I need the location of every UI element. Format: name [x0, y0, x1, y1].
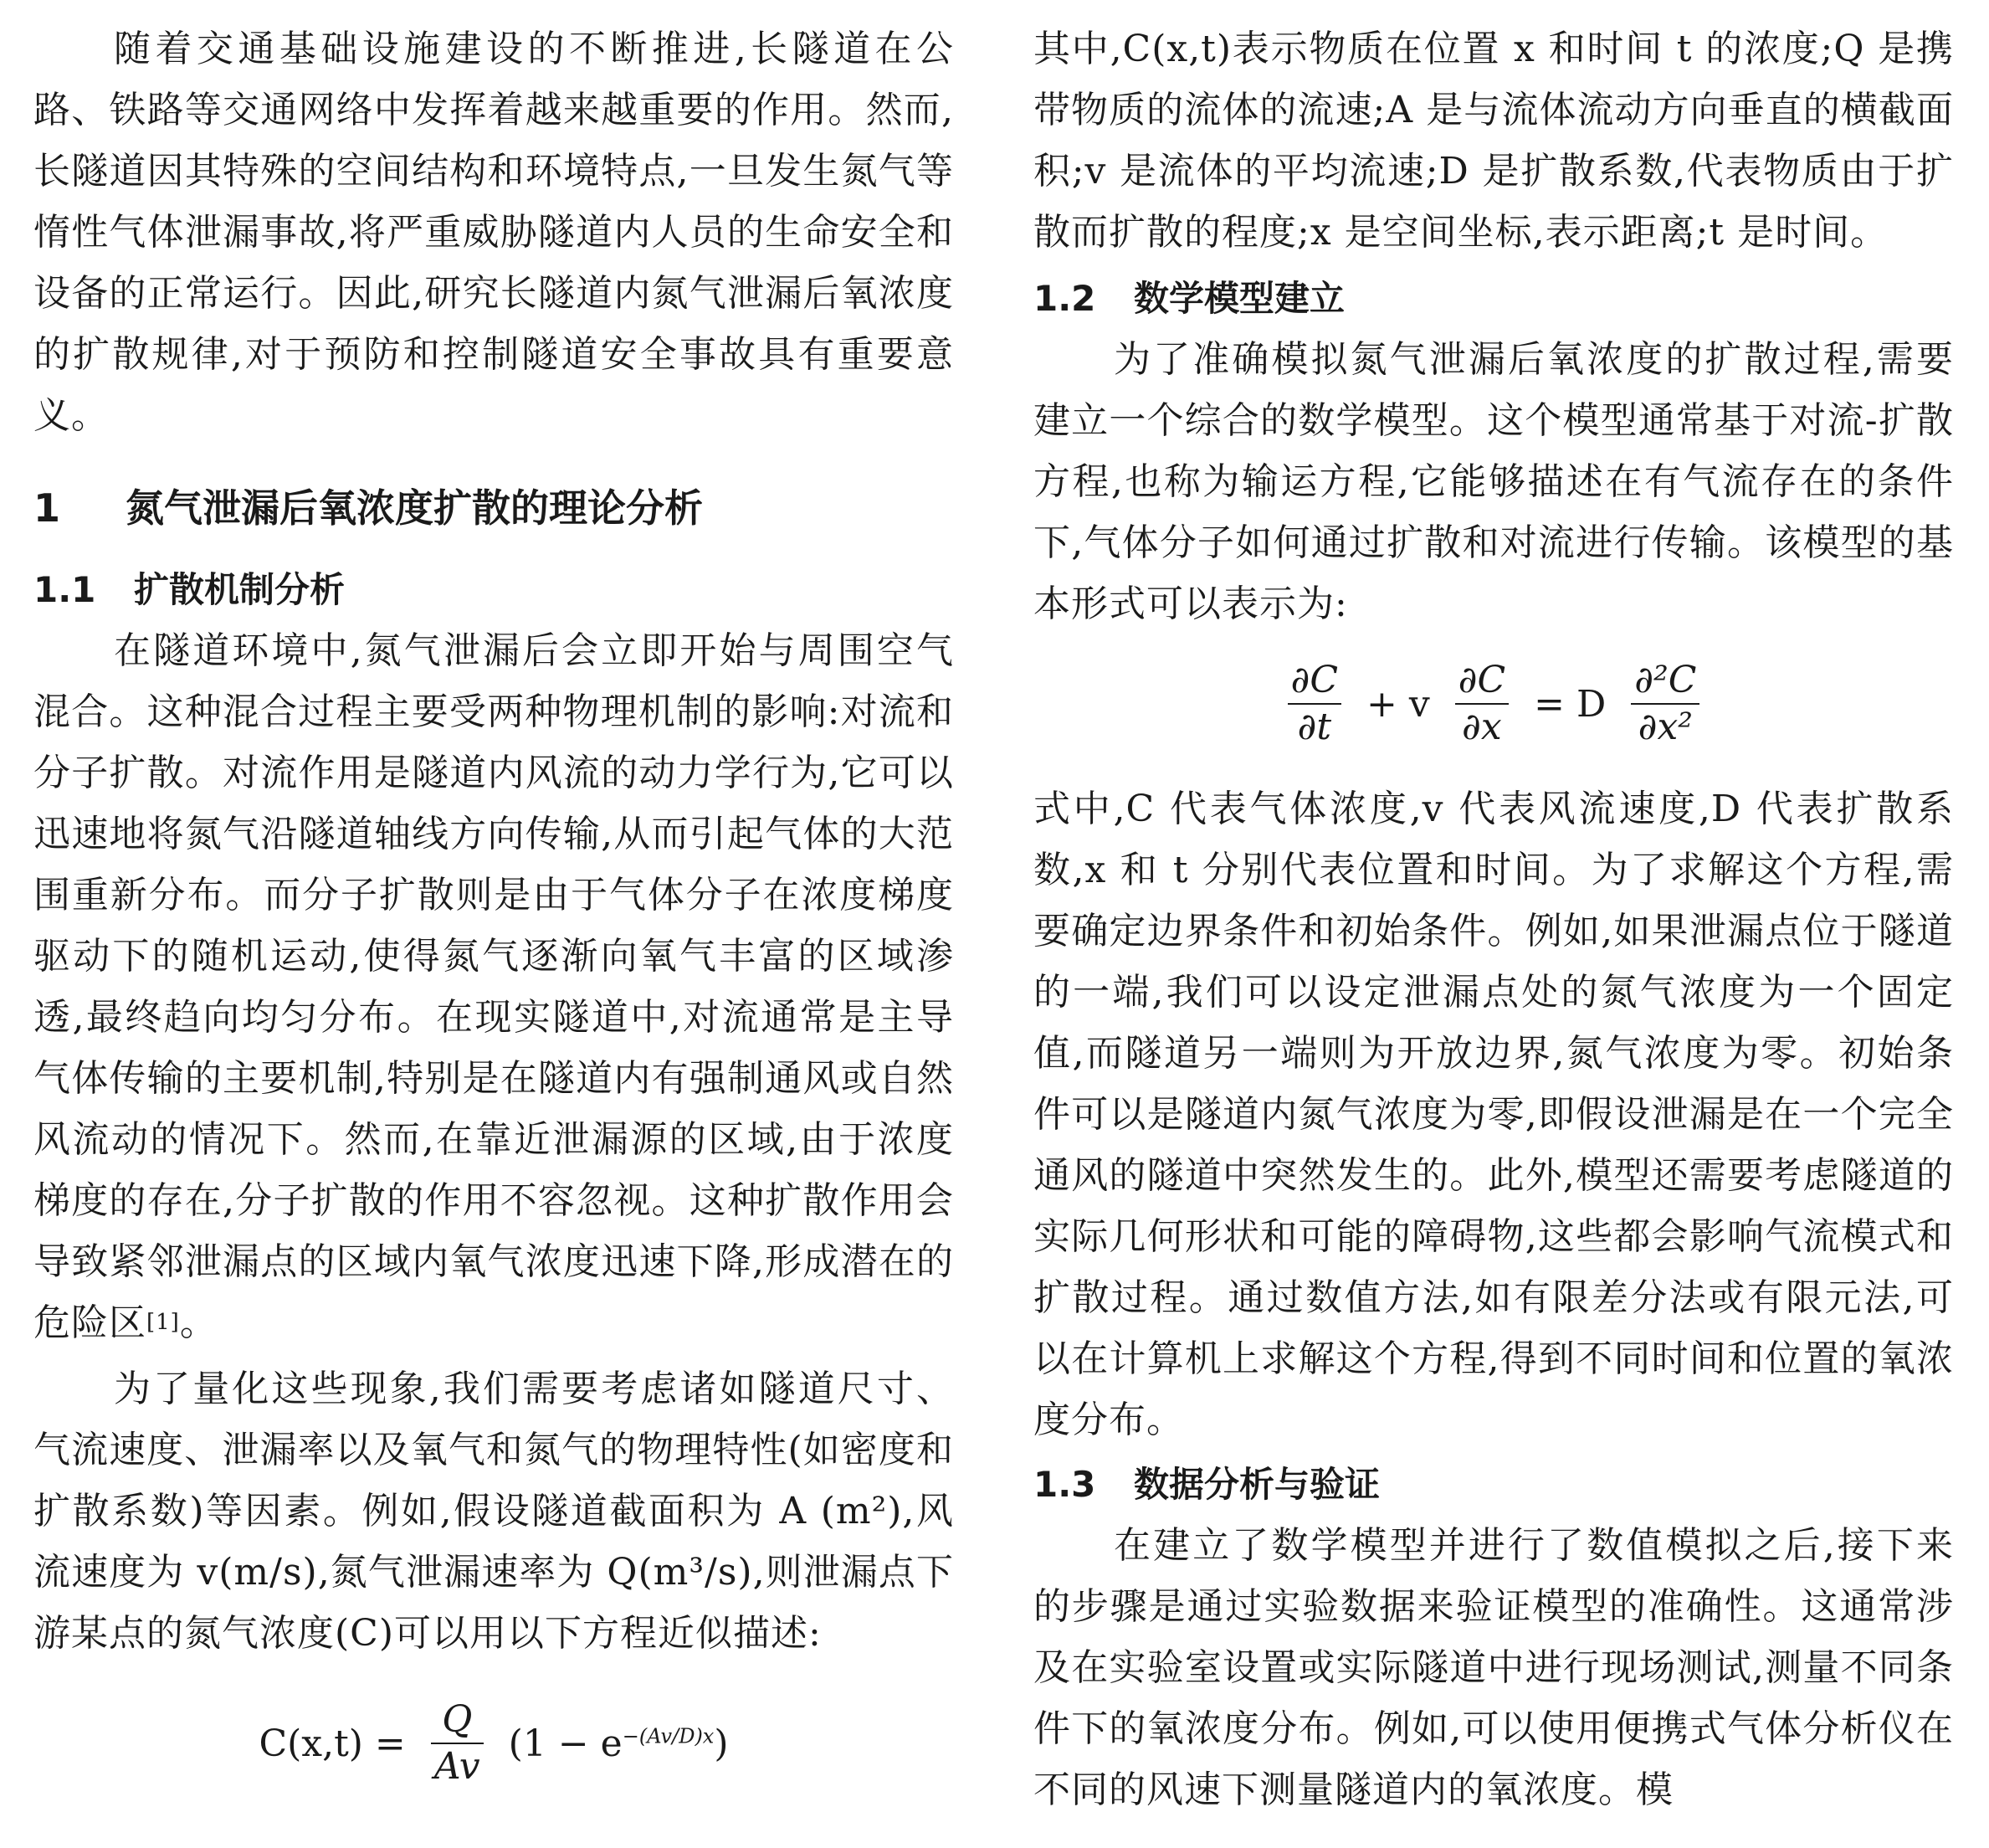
subsection-number: 1.1: [33, 569, 96, 610]
eq1-exponent: −(Av/D)x: [622, 1723, 715, 1748]
subsection-title: 数学模型建立: [1134, 278, 1346, 319]
eq2-equals-d: = D: [1534, 682, 1607, 726]
explanation-paragraph: 式中,C 代表气体浓度,v 代表风流速度,D 代表扩散系数,x 和 t 分别代表位置和时间。为了求解这个方程,需要确定边界条件和初始条件。例如,如果泄漏点位于隧道的一端,我们可以设定泄漏点处的氮气浓度为一个固定值,而隧道另一端则为开放边界,氮气浓度为零。初始条件可以是隧道内氮气浓度为零,即假设泄漏是在一个完全通风的隧道中突然发生的。此外,模型还需要考虑隧道的实际几何形状和可能的障碍物,这些都会影响气流模式和扩散过程。通过数值方法,如有限差分法或有限元法,可以在计算机上求解这个方程,得到不同时间和位置的氧浓度分布。: [1033, 788, 1954, 1441]
eq1-tail: [509, 1722, 729, 1765]
quantify-paragraph: 为了量化这些现象,我们需要考虑诸如隧道尺寸、气流速度、泄漏率以及氧气和氮气的物理特性(如密度和扩散系数)等因素。例如,假设隧道截面积为 A (m²),风流速度为 v(m/s),氮气泄漏速率为 Q(m³/s),则泄漏点下游某点的氮气浓度(C)可以用以下方程近似描述:: [33, 1368, 954, 1655]
eq2-term3-den: ∂x²: [1638, 706, 1693, 748]
eq2-term3: [1631, 658, 1699, 750]
subsection-title: 扩散机制分析: [134, 569, 346, 610]
subsection-number: 1.3: [1033, 1464, 1096, 1505]
eq2-term3-num: ∂²C: [1631, 658, 1699, 705]
eq1-tail-text: (1 − e: [508, 1722, 623, 1765]
paragraph-text: 在隧道环境中,氮气泄漏后会立即开始与周围空气混合。这种混合过程主要受两种物理机制的影响:对流和分子扩散。对流作用是隧道内风流的动力学行为,它可以迅速地将氮气沿隧道轴线方向传输,从而引起气体的大范围重新分布。而分子扩散则是由于气体分子在浓度梯度驱动下的随机运动,使得氮气逐渐向氧气丰富的区域渗透,最终趋向均匀分布。在现实隧道中,对流通常是主导气体传输的主要机制,特别是在隧道内有强制通风或自然风流动的情况下。然而,在靠近泄漏源的区域,由于浓度梯度的存在,分子扩散的作用不容忽视。这种扩散作用会导致紧邻泄漏点的区域内氧气浓度迅速下降,形成潜在的危险区: [33, 629, 954, 1344]
model-paragraph: 为了准确模拟氮气泄漏后氧浓度的扩散过程,需要建立一个综合的数学模型。这个模型通常基于对流-扩散方程,也称为输运方程,它能够描述在有气流存在的条件下,气体分子如何通过扩散和对流进行传输。该模型的基本形式可以表示为:: [1033, 338, 1954, 625]
left-column: [33, 0, 954, 1789]
subsection-number: 1.2: [1033, 278, 1096, 319]
section-1-2-heading: [1033, 268, 1954, 329]
section-1-1-heading: [33, 559, 954, 620]
section-number: 1: [33, 485, 61, 531]
eq1-fraction: [431, 1697, 484, 1789]
right-column: [1033, 0, 1954, 1820]
eq2-term1-num: ∂C: [1288, 658, 1341, 705]
eq2-plus-v: + v: [1366, 682, 1430, 726]
citation: [1]: [146, 1310, 180, 1335]
diffusion-paragraph: [33, 620, 954, 1353]
section-1-heading: [33, 478, 954, 539]
subsection-title: 数据分析与验证: [1134, 1464, 1381, 1505]
validation-paragraph: 在建立了数学模型并进行了数值模拟之后,接下来的步骤是通过实验数据来验证模型的准确性。这通常涉及在实验室设置或实际隧道中进行现场测试,测量不同条件下的氧浓度分布。例如,可以使用便携式气体分析仪在不同的风速下测量隧道内的氧浓度。模: [1033, 1524, 1954, 1811]
eq2-term2-num: ∂C: [1455, 658, 1509, 705]
eq1-numerator: Q: [431, 1697, 484, 1744]
section-1-3-heading: [1033, 1454, 1954, 1515]
eq1-denominator: Av: [433, 1745, 480, 1788]
eq2-term1-den: ∂t: [1297, 706, 1332, 748]
eq2-term2-den: ∂x: [1462, 706, 1502, 748]
equation-1: [33, 1697, 954, 1789]
paragraph-end: 。: [179, 1301, 218, 1344]
eq1-close: ): [714, 1722, 729, 1765]
eq2-term1: [1288, 658, 1341, 750]
intro-paragraph: 随着交通基础设施建设的不断推进,长隧道在公路、铁路等交通网络中发挥着越来越重要的作用。然而,长隧道因其特殊的空间结构和环境特点,一旦发生氮气等惰性气体泄漏事故,将严重威胁隧道内人员的生命安全和设备的正常运行。因此,研究长隧道内氮气泄漏后氧浓度的扩散规律,对于预防和控制隧道安全事故具有重要意义。: [33, 28, 954, 437]
where-paragraph: 其中,C(x,t)表示物质在位置 x 和时间 t 的浓度;Q 是携带物质的流体的流速;A 是与流体流动方向垂直的横截面积;v 是流体的平均流速;D 是扩散系数,代表物质由于扩散而扩散的程度;x 是空间坐标,表示距离;t 是时间。: [1033, 28, 1954, 254]
eq1-lhs: C(x,t) =: [259, 1722, 406, 1765]
section-title: 氮气泄漏后氧浓度扩散的理论分析: [126, 485, 703, 531]
equation-2: [1033, 658, 1954, 750]
eq2-term2: [1455, 658, 1509, 750]
